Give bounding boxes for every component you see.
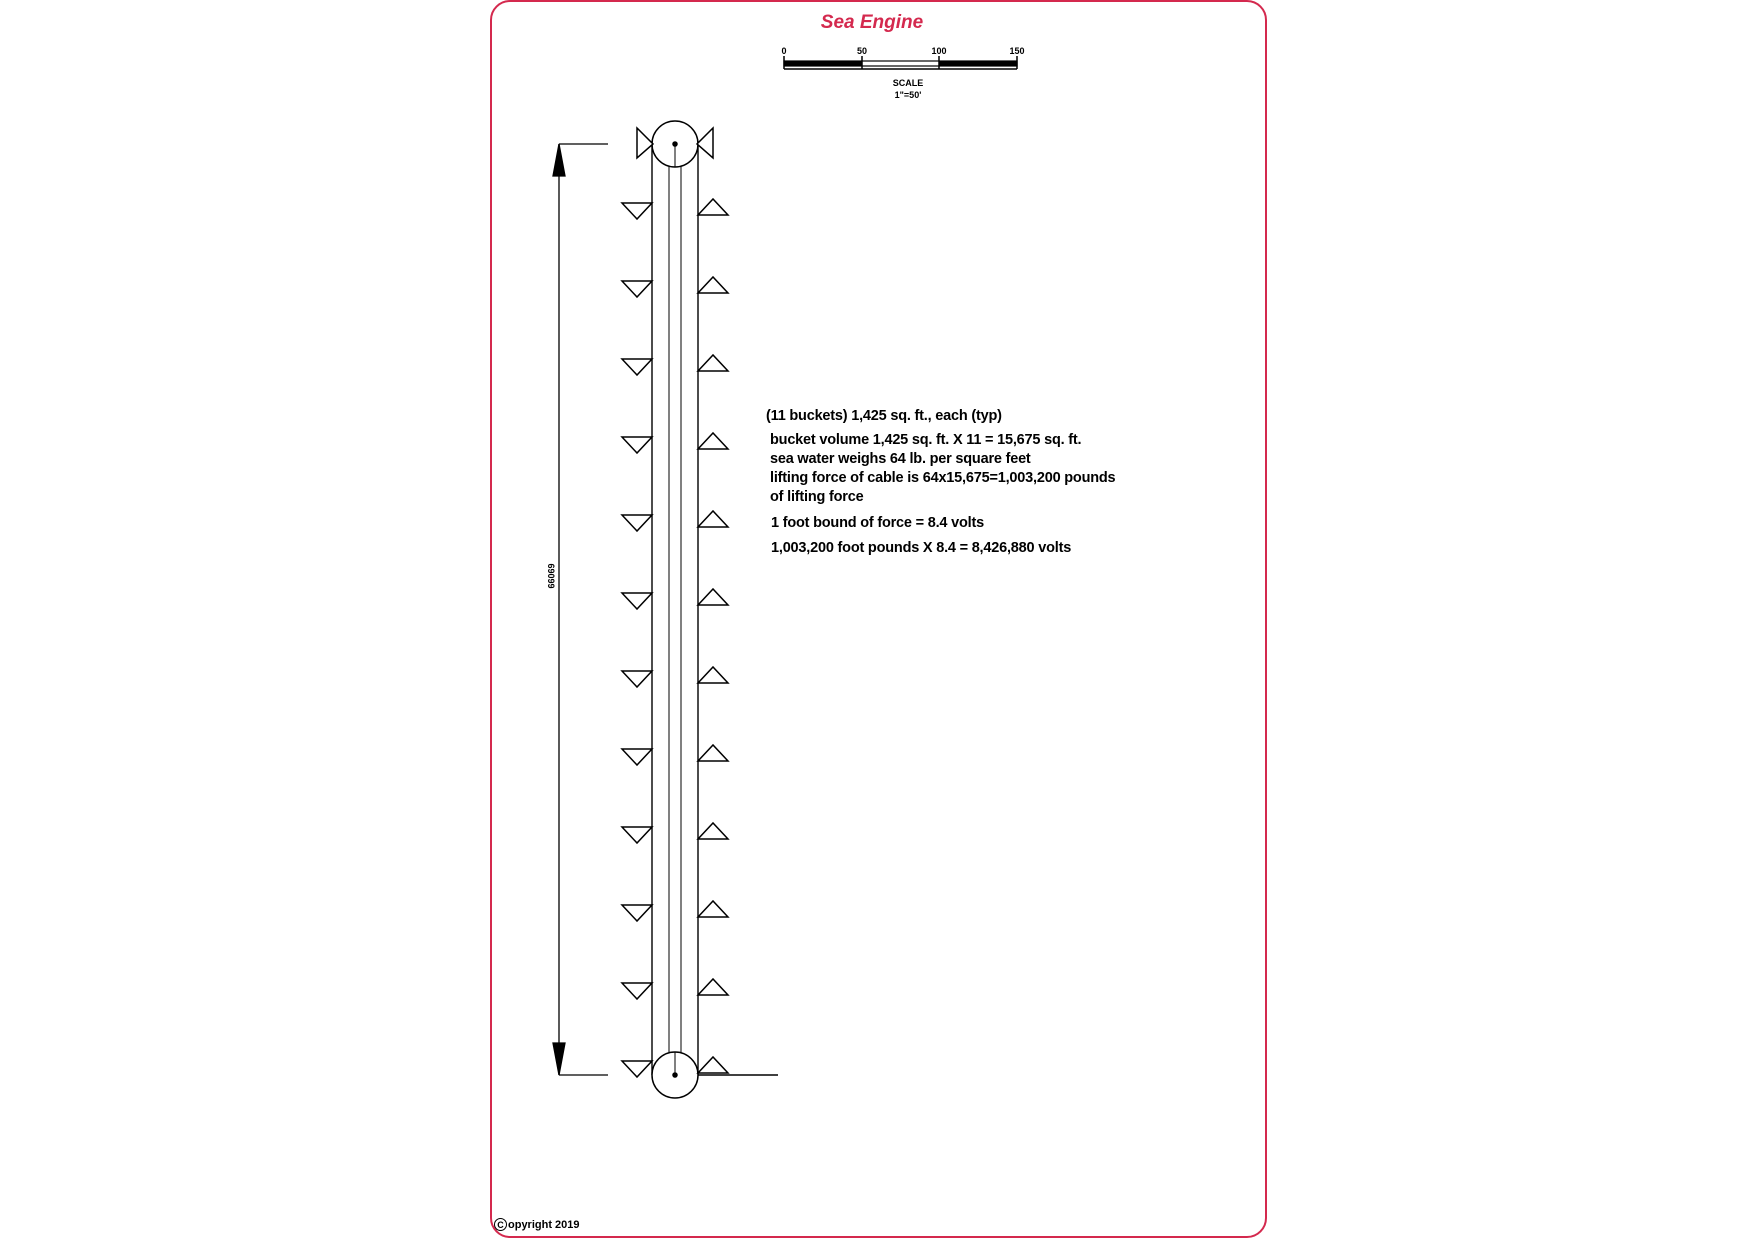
copyright-notice <box>494 1218 580 1231</box>
scale-ratio: 1"=50' <box>894 90 922 100</box>
bucket-right <box>698 199 728 215</box>
bucket-right <box>698 511 728 527</box>
scale-tick-label: 50 <box>856 46 868 56</box>
bucket-right <box>698 823 728 839</box>
top-pulley <box>637 121 713 167</box>
note-line: lifting force of cable is 64x15,675=1,003,200 pounds <box>770 470 1116 486</box>
bucket-left <box>622 359 652 375</box>
bottom-pulley <box>652 1052 698 1098</box>
buckets-group <box>622 199 728 1077</box>
drawing-title: Sea Engine <box>820 12 924 33</box>
scale-tick-label: 150 <box>1009 46 1025 56</box>
copyright-text: opyright 2019 <box>508 1218 580 1231</box>
scale-tick-label: 0 <box>781 46 787 56</box>
arrow-up-icon <box>553 144 565 176</box>
bucket-left <box>622 827 652 843</box>
height-dimension <box>553 144 608 1075</box>
bucket-right <box>698 745 728 761</box>
note-line: (11 buckets) 1,425 sq. ft., each (typ) <box>766 408 1002 424</box>
note-line: sea water weighs 64 lb. per square feet <box>770 451 1031 467</box>
arrow-down-icon <box>553 1043 565 1075</box>
dimension-label: 69099 <box>546 563 556 589</box>
bucket-right <box>698 277 728 293</box>
bucket-right <box>698 355 728 371</box>
bucket-left <box>622 1061 652 1077</box>
bucket-left <box>622 983 652 999</box>
note-line: 1 foot bound of force = 8.4 volts <box>771 515 984 531</box>
note-line: 1,003,200 foot pounds X 8.4 = 8,426,880 volts <box>771 540 1072 556</box>
bucket-left <box>622 281 652 297</box>
bucket-right <box>698 589 728 605</box>
bucket-left <box>622 203 652 219</box>
note-line: of lifting force <box>770 489 864 505</box>
calculation-notes <box>767 407 1115 558</box>
copyright-icon: C <box>494 1218 507 1231</box>
bucket-left <box>622 671 652 687</box>
bucket-right <box>698 901 728 917</box>
bucket-left <box>622 593 652 609</box>
bucket-left <box>622 749 652 765</box>
bucket-right <box>698 979 728 995</box>
bucket-right <box>698 667 728 683</box>
bucket-left <box>622 437 652 453</box>
scale-bar <box>784 56 1017 69</box>
bucket-left <box>622 515 652 531</box>
note-line: bucket volume 1,425 sq. ft. X 11 = 15,675 sq. ft. <box>770 432 1082 448</box>
scale-label: SCALE <box>892 78 924 88</box>
scale-tick-label: 100 <box>931 46 947 56</box>
bucket-right <box>698 433 728 449</box>
bucket-left <box>622 905 652 921</box>
bucket-right <box>698 1057 728 1073</box>
